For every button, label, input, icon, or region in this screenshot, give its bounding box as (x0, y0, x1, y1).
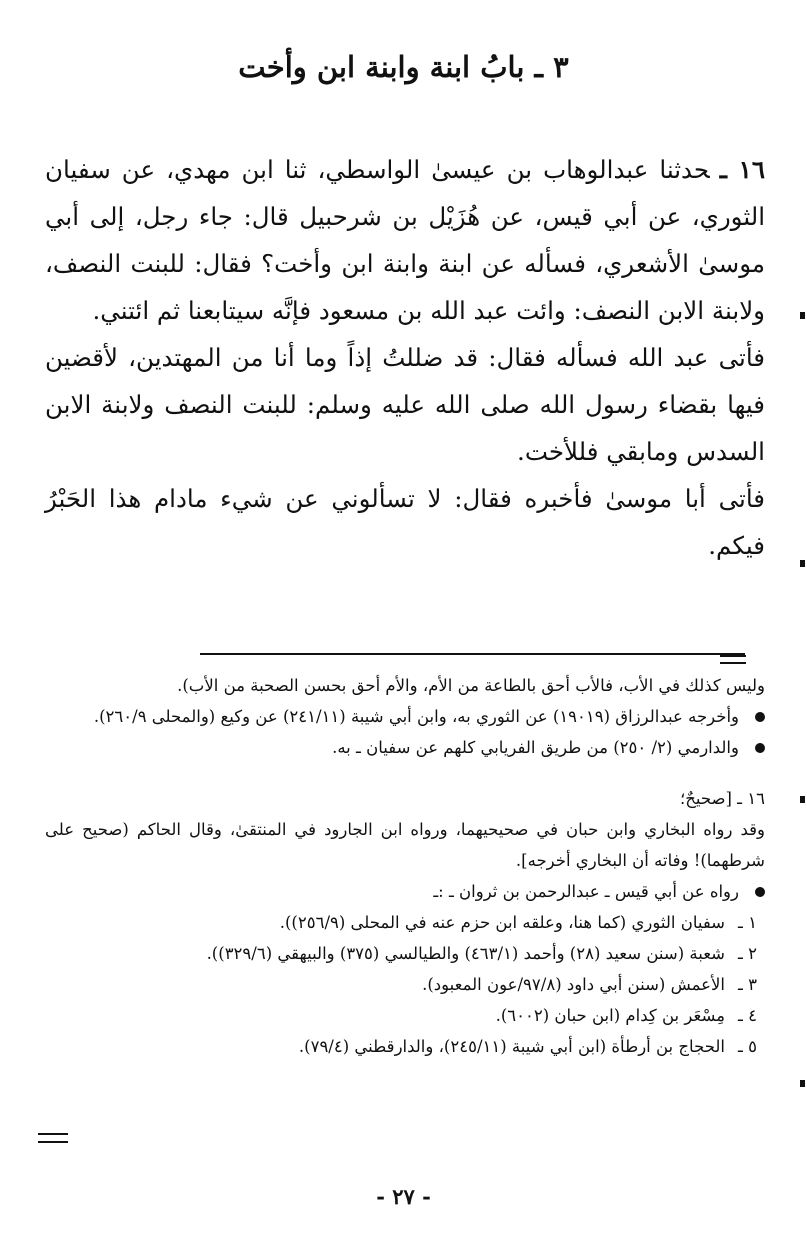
scan-edge-mark (800, 1080, 805, 1087)
footnote-separator (200, 653, 745, 655)
footnote-bullet: والدارمي (٢/ ٢٥٠) من طريق الفريابي كلهم عن سفيان ـ به. (45, 732, 765, 763)
bullet-icon (755, 887, 765, 897)
chain-item: ٢ ـ شعبة (سنن سعيد (٢٨) وأحمد (٤٦٣/١) والطيالسي (٣٧٥) والبيهقي (٣٢٩/٦)). (206, 944, 757, 963)
footnote-bullet: وأخرجه عبدالرزاق (١٩٠١٩) عن الثوري به، وابن أبي شيبة (٢٤١/١١) عن وكيع (والمحلى ٢٦٠/٩). (45, 701, 765, 732)
grade-heading: ١٦ ـ [صحيحٌ؛ (679, 789, 765, 808)
chapter-title: ٣ ـ بابُ ابنة وابنة ابن وأخت (238, 50, 569, 84)
scan-edge-mark (800, 796, 805, 803)
hadith-chain-text: حدثنا عبدالوهاب بن عيسىٰ الواسطي، ثنا ابن مهدي، عن سفيان الثوري، عن أبي قيس، عن هُزَيْل بن شرحبيل قال: جاء رجل، إلى أبي موسىٰ الأشعري، فسأله عن ابنة وابنة ابن وأخت؟ فقال: للبنت النصف، ولابنة الابن النصف: وائت عبد الله بن مسعود فإنَّه سيتابعنا ثم ائتني. (45, 155, 765, 325)
hadith-number: ١٦ ـ (719, 155, 765, 184)
grade-text: وقد رواه البخاري وابن حبان في صحيحيهما، ورواه ابن الجارود في المنتقىٰ، وقال الحاكم (صحيح على شرطهما)! وفاته أن البخاري أخرجه]. (45, 820, 765, 870)
hadith-paragraph (45, 146, 765, 334)
footnote-continuation: وليس كذلك في الأب، فالأب أحق بالطاعة من الأم، والأم أحق بحسن الصحبة من الأب). (177, 676, 765, 695)
chain-intro: رواه عن أبي قيس ـ عبدالرحمن بن ثروان ـ :ـ (45, 876, 765, 907)
chain-item: ٥ ـ الحجاج بن أرطأة (ابن أبي شيبة (٢٤٥/١١)، والدارقطني (٧٩/٤). (298, 1037, 757, 1056)
hadith-text (45, 146, 765, 569)
double-rule-mark (720, 655, 746, 664)
footnotes (45, 670, 765, 1062)
bullet-icon (755, 712, 765, 722)
scan-edge-mark (800, 312, 805, 319)
page-number: - ٢٧ - (376, 1184, 431, 1209)
chain-item: ٤ ـ مِسْعَر بن كِدام (ابن حبان (٦٠٠٢). (495, 1006, 757, 1025)
hadith-paragraph: فأتى عبد الله فسأله فقال: قد ضللتُ إذاً وما أنا من المهتدين، لأقضين فيها بقضاء رسول الله صلى الله عليه وسلم: للبنت النصف ولابنة الابن السدس ومابقي فللأخت. (45, 343, 765, 466)
double-dash-mark (38, 1133, 68, 1143)
bullet-icon (755, 743, 765, 753)
narrator-chain-list (45, 907, 765, 1062)
chain-item: ٣ ـ الأعمش (سنن أبي داود (٩٧/٨/عون المعبود). (422, 975, 757, 994)
scan-edge-mark (800, 560, 805, 567)
hadith-paragraph: فأتى أبا موسىٰ فأخبره فقال: لا تسألوني عن شيء مادام هذا الحَبْرُ فيكم. (45, 484, 765, 560)
chain-item: ١ ـ سفيان الثوري (كما هنا، وعلقه ابن حزم عنه في المحلى (٢٥٦/٩)). (279, 913, 757, 932)
